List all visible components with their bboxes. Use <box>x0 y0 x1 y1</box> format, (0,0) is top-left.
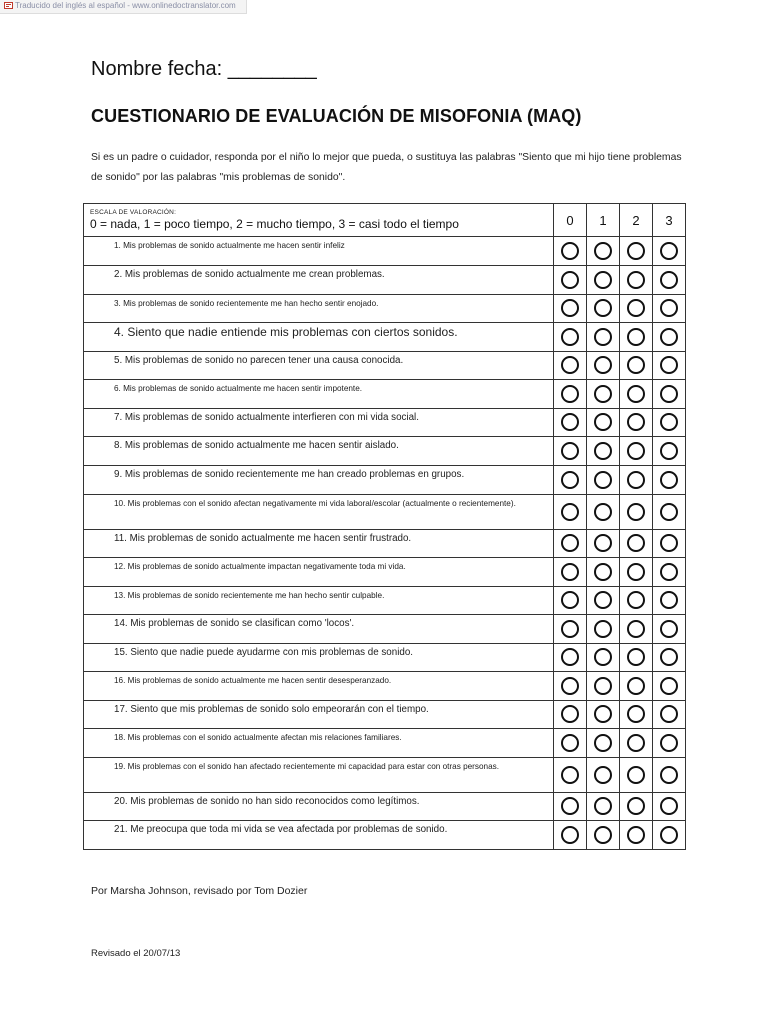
table-row <box>84 729 686 758</box>
answer-circle-1[interactable] <box>594 620 612 638</box>
option-cell <box>587 644 620 672</box>
answer-circle-3[interactable] <box>660 648 678 666</box>
option-cell <box>587 437 620 466</box>
option-cell <box>653 437 686 466</box>
option-cell <box>554 615 587 644</box>
table-row <box>84 558 686 587</box>
rating-scale-text: 0 = nada, 1 = poco tiempo, 2 = mucho tiempo, 3 = casi todo el tiempo <box>90 217 459 231</box>
option-cell <box>587 587 620 615</box>
option-cell <box>653 558 686 587</box>
item-text: 9. Mis problemas de sonido recientemente me han creado problemas en grupos. <box>84 466 554 495</box>
answer-circle-0[interactable] <box>561 328 579 346</box>
option-cell <box>653 495 686 530</box>
option-cell <box>620 587 653 615</box>
option-cell <box>554 701 587 729</box>
answer-circle-1[interactable] <box>594 534 612 552</box>
option-cell <box>620 409 653 437</box>
option-cell <box>620 466 653 495</box>
questionnaire-table <box>83 203 686 850</box>
answer-circle-0[interactable] <box>561 826 579 844</box>
answer-circle-0[interactable] <box>561 705 579 723</box>
answer-circle-0[interactable] <box>561 677 579 695</box>
answer-circle-0[interactable] <box>561 442 579 460</box>
option-cell <box>554 323 587 352</box>
option-cell <box>587 323 620 352</box>
answer-circle-2[interactable] <box>627 620 645 638</box>
option-cell <box>554 495 587 530</box>
column-header-1: 1 <box>587 204 620 237</box>
option-cell <box>554 409 587 437</box>
option-cell <box>620 352 653 380</box>
option-cell <box>587 466 620 495</box>
option-cell <box>653 295 686 323</box>
answer-circle-3[interactable] <box>660 503 678 521</box>
option-cell <box>653 323 686 352</box>
answer-circle-2[interactable] <box>627 826 645 844</box>
answer-circle-3[interactable] <box>660 442 678 460</box>
answer-circle-1[interactable] <box>594 705 612 723</box>
option-cell <box>587 352 620 380</box>
table-row <box>84 437 686 466</box>
option-cell <box>653 587 686 615</box>
option-cell <box>653 672 686 701</box>
table-row <box>84 295 686 323</box>
item-text: 10. Mis problemas con el sonido afectan negativamente mi vida laboral/escolar (actualmente o recientemente). <box>84 495 554 530</box>
answer-circle-2[interactable] <box>627 766 645 784</box>
answer-circle-3[interactable] <box>660 826 678 844</box>
item-text: 2. Mis problemas de sonido actualmente me crean problemas. <box>84 266 554 295</box>
table-row <box>84 672 686 701</box>
option-cell <box>620 323 653 352</box>
option-cell <box>554 758 587 793</box>
item-text: 19. Mis problemas con el sonido han afectado recientemente mi capacidad para estar con otras personas. <box>84 758 554 793</box>
answer-circle-3[interactable] <box>660 471 678 489</box>
option-cell <box>554 530 587 558</box>
table-row <box>84 644 686 672</box>
answer-circle-2[interactable] <box>627 534 645 552</box>
option-cell <box>587 672 620 701</box>
answer-circle-2[interactable] <box>627 563 645 581</box>
answer-circle-1[interactable] <box>594 242 612 260</box>
answer-circle-1[interactable] <box>594 503 612 521</box>
option-cell <box>620 380 653 409</box>
answer-circle-3[interactable] <box>660 413 678 431</box>
page-title: CUESTIONARIO DE EVALUACIÓN DE MISOFONIA (MAQ) <box>91 106 582 126</box>
table-row <box>84 266 686 295</box>
answer-circle-0[interactable] <box>561 766 579 784</box>
table-row <box>84 701 686 729</box>
answer-circle-1[interactable] <box>594 766 612 784</box>
option-cell <box>653 821 686 850</box>
table-header-row <box>84 204 686 237</box>
answer-circle-2[interactable] <box>627 356 645 374</box>
option-cell <box>587 729 620 758</box>
answer-circle-3[interactable] <box>660 299 678 317</box>
item-text: 5. Mis problemas de sonido no parecen tener una causa conocida. <box>84 352 554 380</box>
answer-circle-3[interactable] <box>660 591 678 609</box>
answer-circle-0[interactable] <box>561 620 579 638</box>
item-text: 12. Mis problemas de sonido actualmente impactan negativamente toda mi vida. <box>84 558 554 587</box>
option-cell <box>587 793 620 821</box>
answer-circle-3[interactable] <box>660 385 678 403</box>
item-text: 6. Mis problemas de sonido actualmente me hacen sentir impotente. <box>84 380 554 409</box>
answer-circle-1[interactable] <box>594 271 612 289</box>
item-text: 20. Mis problemas de sonido no han sido reconocidos como legítimos. <box>84 793 554 821</box>
option-cell <box>620 437 653 466</box>
option-cell <box>620 821 653 850</box>
answer-circle-2[interactable] <box>627 503 645 521</box>
option-cell <box>554 672 587 701</box>
table-row <box>84 323 686 352</box>
column-header-0: 0 <box>554 204 587 237</box>
item-text: 13. Mis problemas de sonido recientemente me han hecho sentir culpable. <box>84 587 554 615</box>
answer-circle-2[interactable] <box>627 471 645 489</box>
answer-circle-0[interactable] <box>561 503 579 521</box>
option-cell <box>653 380 686 409</box>
option-cell <box>653 758 686 793</box>
answer-circle-2[interactable] <box>627 797 645 815</box>
option-cell <box>620 615 653 644</box>
answer-circle-1[interactable] <box>594 299 612 317</box>
answer-circle-2[interactable] <box>627 413 645 431</box>
option-cell <box>587 266 620 295</box>
answer-circle-1[interactable] <box>594 563 612 581</box>
answer-circle-1[interactable] <box>594 356 612 374</box>
answer-circle-0[interactable] <box>561 534 579 552</box>
option-cell <box>587 380 620 409</box>
answer-circle-1[interactable] <box>594 797 612 815</box>
answer-circle-2[interactable] <box>627 271 645 289</box>
answer-circle-2[interactable] <box>627 299 645 317</box>
option-cell <box>554 466 587 495</box>
item-text: 11. Mis problemas de sonido actualmente me hacen sentir frustrado. <box>84 530 554 558</box>
option-cell <box>620 644 653 672</box>
answer-circle-2[interactable] <box>627 705 645 723</box>
table-row <box>84 352 686 380</box>
item-text: 8. Mis problemas de sonido actualmente me hacen sentir aislado. <box>84 437 554 466</box>
option-cell <box>653 266 686 295</box>
answer-circle-3[interactable] <box>660 620 678 638</box>
answer-circle-2[interactable] <box>627 734 645 752</box>
item-text: 16. Mis problemas de sonido actualmente me hacen sentir desesperanzado. <box>84 672 554 701</box>
table-row <box>84 409 686 437</box>
name-date-line: Nombre fecha: ________ <box>91 58 317 80</box>
option-cell <box>587 237 620 266</box>
option-cell <box>653 701 686 729</box>
option-cell <box>554 587 587 615</box>
answer-circle-3[interactable] <box>660 242 678 260</box>
answer-circle-2[interactable] <box>627 385 645 403</box>
table-row <box>84 821 686 850</box>
option-cell <box>587 530 620 558</box>
answer-circle-1[interactable] <box>594 734 612 752</box>
option-cell <box>587 495 620 530</box>
item-text: 3. Mis problemas de sonido recientemente me han hecho sentir enojado. <box>84 295 554 323</box>
answer-circle-1[interactable] <box>594 648 612 666</box>
option-cell <box>554 558 587 587</box>
column-header-2: 2 <box>620 204 653 237</box>
option-cell <box>620 266 653 295</box>
table-row <box>84 466 686 495</box>
option-cell <box>620 295 653 323</box>
table-row <box>84 495 686 530</box>
intro-paragraph: Si es un padre o cuidador, responda por el niño lo mejor que pueda, o sustituya las palabras "Siento que mi hijo tiene problemas de sonido" por las palabras "mis problemas de sonido". <box>91 152 682 183</box>
option-cell <box>587 758 620 793</box>
option-cell <box>620 558 653 587</box>
answer-circle-2[interactable] <box>627 648 645 666</box>
option-cell <box>554 380 587 409</box>
option-cell <box>587 615 620 644</box>
author-credit: Por Marsha Johnson, revisado por Tom Dozier <box>91 885 308 897</box>
answer-circle-2[interactable] <box>627 591 645 609</box>
translate-icon <box>4 2 13 9</box>
table-row <box>84 615 686 644</box>
option-cell <box>554 644 587 672</box>
answer-circle-0[interactable] <box>561 797 579 815</box>
option-cell <box>554 352 587 380</box>
table-row <box>84 380 686 409</box>
option-cell <box>653 644 686 672</box>
option-cell <box>653 729 686 758</box>
option-cell <box>620 729 653 758</box>
option-cell <box>620 672 653 701</box>
option-cell <box>554 729 587 758</box>
answer-circle-3[interactable] <box>660 766 678 784</box>
answer-circle-0[interactable] <box>561 591 579 609</box>
answer-circle-0[interactable] <box>561 385 579 403</box>
answer-circle-1[interactable] <box>594 413 612 431</box>
answer-circle-0[interactable] <box>561 299 579 317</box>
answer-circle-1[interactable] <box>594 826 612 844</box>
option-cell <box>653 352 686 380</box>
table-row <box>84 793 686 821</box>
item-text: 1. Mis problemas de sonido actualmente me hacen sentir infeliz <box>84 237 554 266</box>
translation-banner[interactable] <box>0 0 247 14</box>
answer-circle-0[interactable] <box>561 356 579 374</box>
option-cell <box>554 437 587 466</box>
item-text: 15. Siento que nadie puede ayudarme con mis problemas de sonido. <box>84 644 554 672</box>
answer-circle-3[interactable] <box>660 356 678 374</box>
answer-circle-0[interactable] <box>561 271 579 289</box>
option-cell <box>554 237 587 266</box>
answer-circle-1[interactable] <box>594 442 612 460</box>
column-header-3: 3 <box>653 204 686 237</box>
option-cell <box>620 237 653 266</box>
answer-circle-1[interactable] <box>594 385 612 403</box>
answer-circle-2[interactable] <box>627 442 645 460</box>
item-text: 21. Me preocupa que toda mi vida se vea afectada por problemas de sonido. <box>84 821 554 850</box>
answer-circle-3[interactable] <box>660 563 678 581</box>
answer-circle-2[interactable] <box>627 242 645 260</box>
answer-circle-3[interactable] <box>660 734 678 752</box>
rating-scale-title: ESCALA DE VALORACIÓN: <box>90 209 177 216</box>
answer-circle-1[interactable] <box>594 677 612 695</box>
answer-circle-0[interactable] <box>561 242 579 260</box>
answer-circle-0[interactable] <box>561 563 579 581</box>
option-cell <box>620 793 653 821</box>
answer-circle-2[interactable] <box>627 328 645 346</box>
option-cell <box>620 758 653 793</box>
option-cell <box>653 530 686 558</box>
answer-circle-3[interactable] <box>660 534 678 552</box>
table-row <box>84 758 686 793</box>
item-text: 14. Mis problemas de sonido se clasifican como 'locos'. <box>84 615 554 644</box>
answer-circle-0[interactable] <box>561 413 579 431</box>
option-cell <box>587 409 620 437</box>
option-cell <box>620 530 653 558</box>
answer-circle-3[interactable] <box>660 677 678 695</box>
option-cell <box>587 821 620 850</box>
answer-circle-0[interactable] <box>561 471 579 489</box>
item-text: 17. Siento que mis problemas de sonido solo empeorarán con el tiempo. <box>84 701 554 729</box>
revision-date: Revisado el 20/07/13 <box>91 948 181 959</box>
option-cell <box>587 295 620 323</box>
answer-circle-0[interactable] <box>561 734 579 752</box>
answer-circle-1[interactable] <box>594 471 612 489</box>
table-row <box>84 237 686 266</box>
option-cell <box>587 701 620 729</box>
table-row <box>84 530 686 558</box>
option-cell <box>653 409 686 437</box>
option-cell <box>653 466 686 495</box>
option-cell <box>587 558 620 587</box>
option-cell <box>554 821 587 850</box>
answer-circle-1[interactable] <box>594 591 612 609</box>
option-cell <box>620 495 653 530</box>
option-cell <box>620 701 653 729</box>
table-row <box>84 587 686 615</box>
option-cell <box>554 266 587 295</box>
answer-circle-2[interactable] <box>627 677 645 695</box>
option-cell <box>653 237 686 266</box>
answer-circle-1[interactable] <box>594 328 612 346</box>
rating-scale-cell <box>84 204 554 237</box>
option-cell <box>653 615 686 644</box>
option-cell <box>554 295 587 323</box>
item-text: 18. Mis problemas con el sonido actualmente afectan mis relaciones familiares. <box>84 729 554 758</box>
item-text: 7. Mis problemas de sonido actualmente interfieren con mi vida social. <box>84 409 554 437</box>
item-text: 4. Siento que nadie entiende mis problemas con ciertos sonidos. <box>84 323 554 352</box>
answer-circle-3[interactable] <box>660 705 678 723</box>
answer-circle-3[interactable] <box>660 328 678 346</box>
answer-circle-3[interactable] <box>660 797 678 815</box>
answer-circle-0[interactable] <box>561 648 579 666</box>
translation-banner-text[interactable]: Traducido del inglés al español - www.onlinedoctranslator.com <box>15 1 236 10</box>
option-cell <box>554 793 587 821</box>
answer-circle-3[interactable] <box>660 271 678 289</box>
option-cell <box>653 793 686 821</box>
